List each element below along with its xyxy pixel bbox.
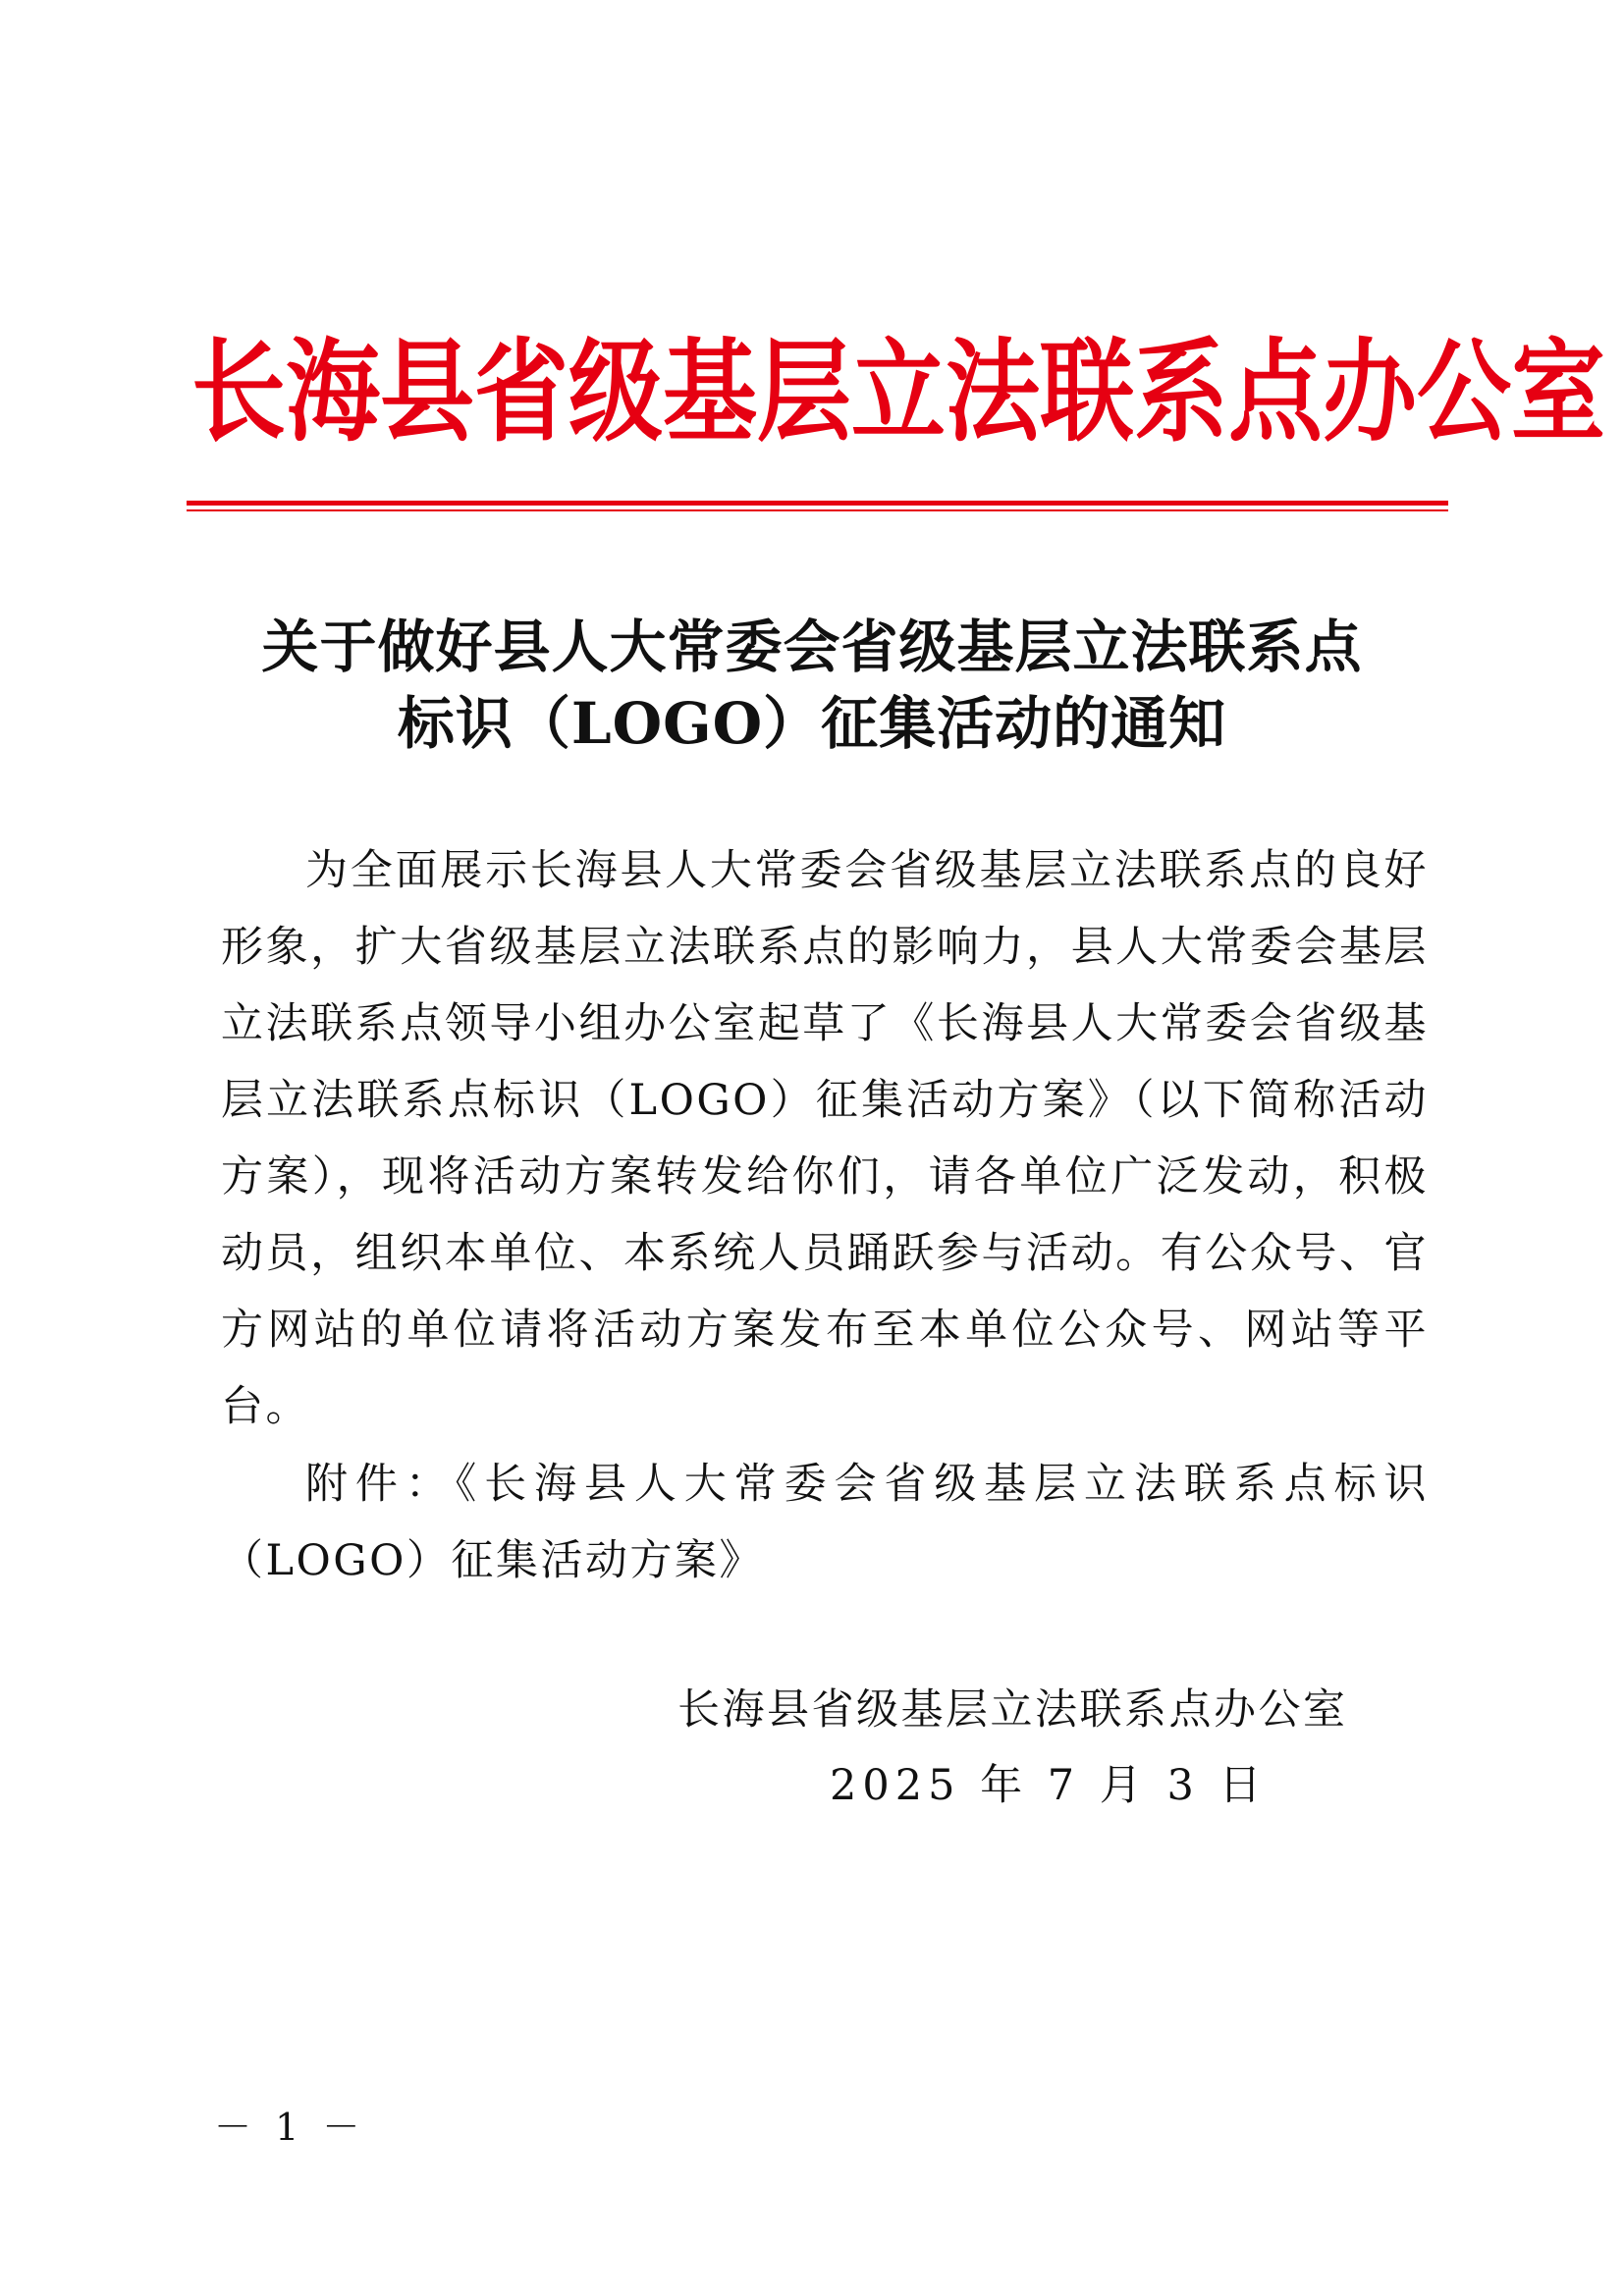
letterhead-char: 联: [1040, 326, 1134, 456]
letterhead-char: 县: [380, 326, 474, 456]
letterhead-char: 级: [568, 326, 663, 456]
letterhead: [191, 314, 1605, 456]
letterhead-char: 长: [191, 326, 286, 456]
body-paragraph: 为全面展示长海县人大常委会省级基层立法联系点的良好形象，扩大省级基层立法联系点的影响力，县人大常委会基层立法联系点领导小组办公室起草了《长海县人大常委会省级基层立法联系点标识（LOGO）征集活动方案》（以下简称活动方案），现将活动方案转发给你们，请各单位广泛发动，积极动员，组织本单位、本系统人员踊跃参与活动。有公众号、官方网站的单位请将活动方案发布至本单位公众号、网站等平台。: [221, 846, 1429, 1431]
letterhead-char: 基: [663, 326, 757, 456]
letterhead-char: 室: [1511, 326, 1605, 456]
page-number: － 1 －: [214, 2106, 366, 2149]
letterhead-char: 省: [474, 326, 568, 456]
attachment-note: 附件：《长海县人大常委会省级基层立法联系点标识（LOGO）征集活动方案》: [221, 1460, 1429, 1585]
letterhead-divider: [187, 501, 1448, 506]
document-title-line-2: 标识（LOGO）征集活动的通知: [397, 690, 1227, 757]
letterhead-char: 公: [1417, 326, 1511, 456]
letterhead-char: 系: [1134, 326, 1228, 456]
document-title-line-1: 关于做好县人大常委会省级基层立法联系点: [261, 614, 1363, 680]
letterhead-char: 海: [286, 326, 380, 456]
signature-date: 2025 年 7 月 3 日: [830, 1761, 1268, 1810]
letterhead-divider-thin: [187, 509, 1448, 511]
letterhead-char: 层: [757, 326, 851, 456]
letterhead-char: 法: [946, 326, 1040, 456]
letterhead-char: 立: [851, 326, 946, 456]
signature-office: 长海县省级基层立法联系点办公室: [677, 1685, 1348, 1735]
letterhead-char: 点: [1228, 326, 1323, 456]
letterhead-char: 办: [1323, 326, 1417, 456]
